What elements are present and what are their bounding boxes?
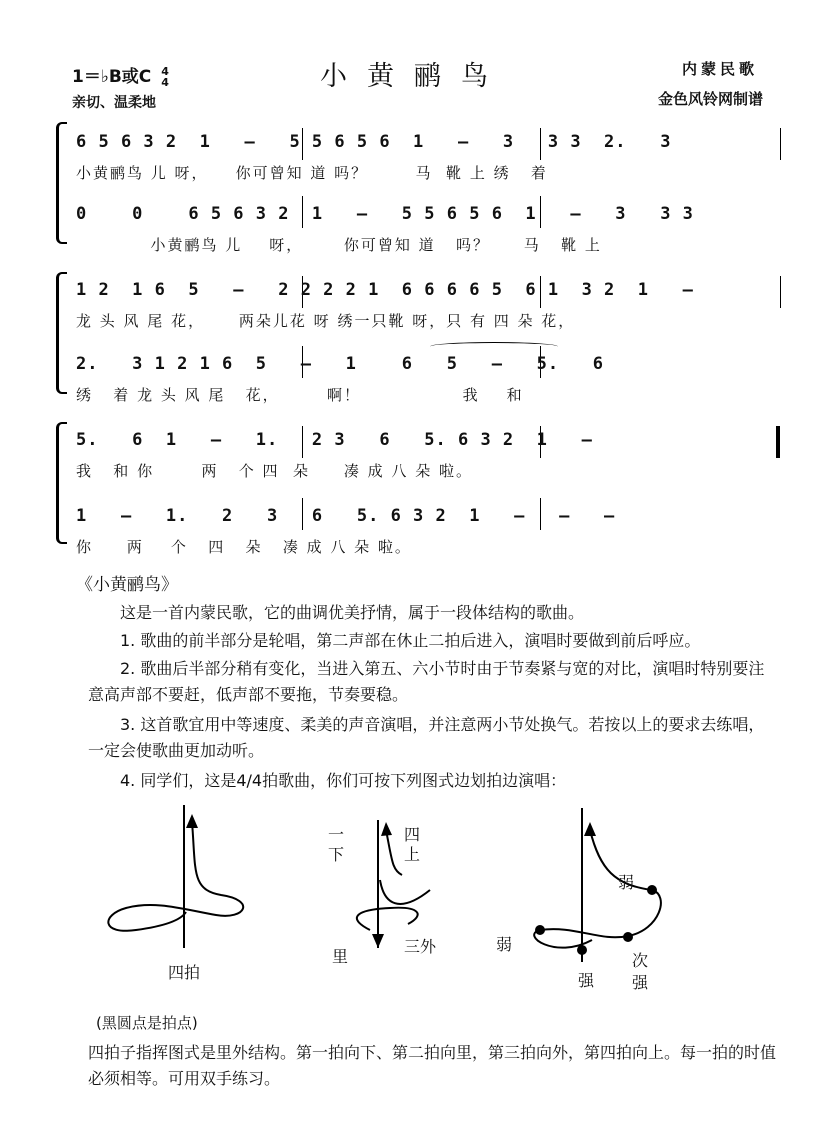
key-signature: 1＝♭B或C 4 4 <box>72 65 169 89</box>
commentary-point-3: 3. 这首歌宜用中等速度、柔美的声音演唱，并注意两小节处换气。若按以上的要求去练唱，一定会使歌曲更加动听。 <box>88 715 765 760</box>
upper-voice-lyrics: 龙 头 风 尾 花， 两朵儿花 呀 绣一只靴 呀，只 有 四 朵 花， <box>76 312 576 330</box>
lower-voice-notes: 2. 3 1 2 1 6 5 – 1 6 5 – 5. 6 <box>76 354 605 374</box>
tie-slur <box>430 342 558 351</box>
diagram-2-label-in: 里 <box>332 947 349 966</box>
diagram-1-label: 四拍 <box>168 963 201 982</box>
diagram-2-label-down: 下 <box>328 845 345 864</box>
final-barline <box>776 426 780 458</box>
commentary-point-4: 4. 同学们，这是4/4拍歌曲，你们可按下列图式边划拍边演唱： <box>120 771 567 790</box>
lower-voice-lyrics: 绣 着 龙 头 风 尾 花， 啊！ 我 和 <box>76 386 524 404</box>
commentary-point-2: 2. 歌曲后半部分稍有变化，当进入第五、六小节时由于节奏紧与宽的对比，演唱时特别要注意高声部不要赶，低声部不要拖，节奏要稳。 <box>88 659 765 704</box>
system-brace <box>56 122 67 244</box>
diagram-3-label-strong: 强 <box>578 971 595 990</box>
song-origin: 内蒙民歌 <box>682 60 759 78</box>
commentary-intro: 这是一首内蒙民歌，它的曲调优美抒情，属于一段体结构的歌曲。 <box>120 603 585 622</box>
barline <box>780 276 781 308</box>
score-system-1 <box>56 118 796 254</box>
commentary-point-1: 1. 歌曲的前半部分是轮唱，第二声部在休止二拍后进入，演唱时要做到前后呼应。 <box>120 631 701 650</box>
tempo-marking: 亲切、温柔地 <box>72 95 156 111</box>
system-brace <box>56 422 67 544</box>
diagram-3-label-strong-2: 强 <box>632 973 649 992</box>
upper-voice-notes: 1 2 1 6 5 – 2 2 2 2 1 6 6 6 6 5 6 1 3 2 1 – <box>76 280 694 300</box>
score-system-3 <box>56 418 796 556</box>
commentary-title: 《小黄鹂鸟》 <box>76 575 178 595</box>
diagram-2-label-three-out: 三外 <box>404 937 437 956</box>
beat-point-note: (黑圆点是拍点) <box>96 1014 198 1032</box>
lower-voice-lyrics: 你 两 个 四 朵 凑 成 八 朵 啦。 <box>76 538 412 556</box>
upper-voice-notes: 5. 6 1 – 1. 2 3 6 5. 6 3 2 1 – <box>76 430 593 450</box>
diagram-3-label-weak-right: 弱 <box>618 873 635 892</box>
system-brace <box>56 272 67 394</box>
diagram-2-label-four: 四 <box>404 825 421 844</box>
upper-voice-notes: 6 5 6 3 2 1 – 5 5 6 5 6 1 – 3 3 3 2. 3 <box>76 132 672 152</box>
score-credit: 金色风铃网制谱 <box>658 90 764 108</box>
barline <box>780 128 781 160</box>
lower-voice-lyrics: 小黄鹂鸟 儿 呀， 你可曾知 道 吗？ 马 靴 上 <box>76 236 602 254</box>
conducting-diagram-1 <box>96 800 276 980</box>
score-system-2 <box>56 268 796 404</box>
lower-voice-notes: 1 – 1. 2 3 6 5. 6 3 2 1 – – – <box>76 506 616 526</box>
conducting-diagram-3 <box>520 800 690 980</box>
final-paragraph: 四拍子指挥图式是里外结构。第一拍向下、第二拍向里，第三拍向外，第四拍向上。每一拍的时值必须相等。可用双手练习。 <box>88 1043 777 1088</box>
song-title: 小黄鹂鸟 <box>320 61 508 92</box>
time-signature: 4 4 <box>161 65 169 89</box>
upper-voice-lyrics: 我 和 你 两 个 四 朵 凑 成 八 朵 啦。 <box>76 462 473 480</box>
diagram-3-label-weak-left: 弱 <box>496 935 513 954</box>
lower-voice-notes: 0 0 6 5 6 3 2 1 – 5 5 6 5 6 1 – 3 3 3 <box>76 204 694 224</box>
diagram-2-label-one: 一 <box>328 825 345 844</box>
diagram-2-label-up: 上 <box>404 845 421 864</box>
upper-voice-lyrics: 小黄鹂鸟 儿 呀， 你可曾知 道 吗？ 马 靴 上 绣 着 <box>76 164 548 182</box>
diagram-3-label-secondary: 次 <box>632 951 649 970</box>
